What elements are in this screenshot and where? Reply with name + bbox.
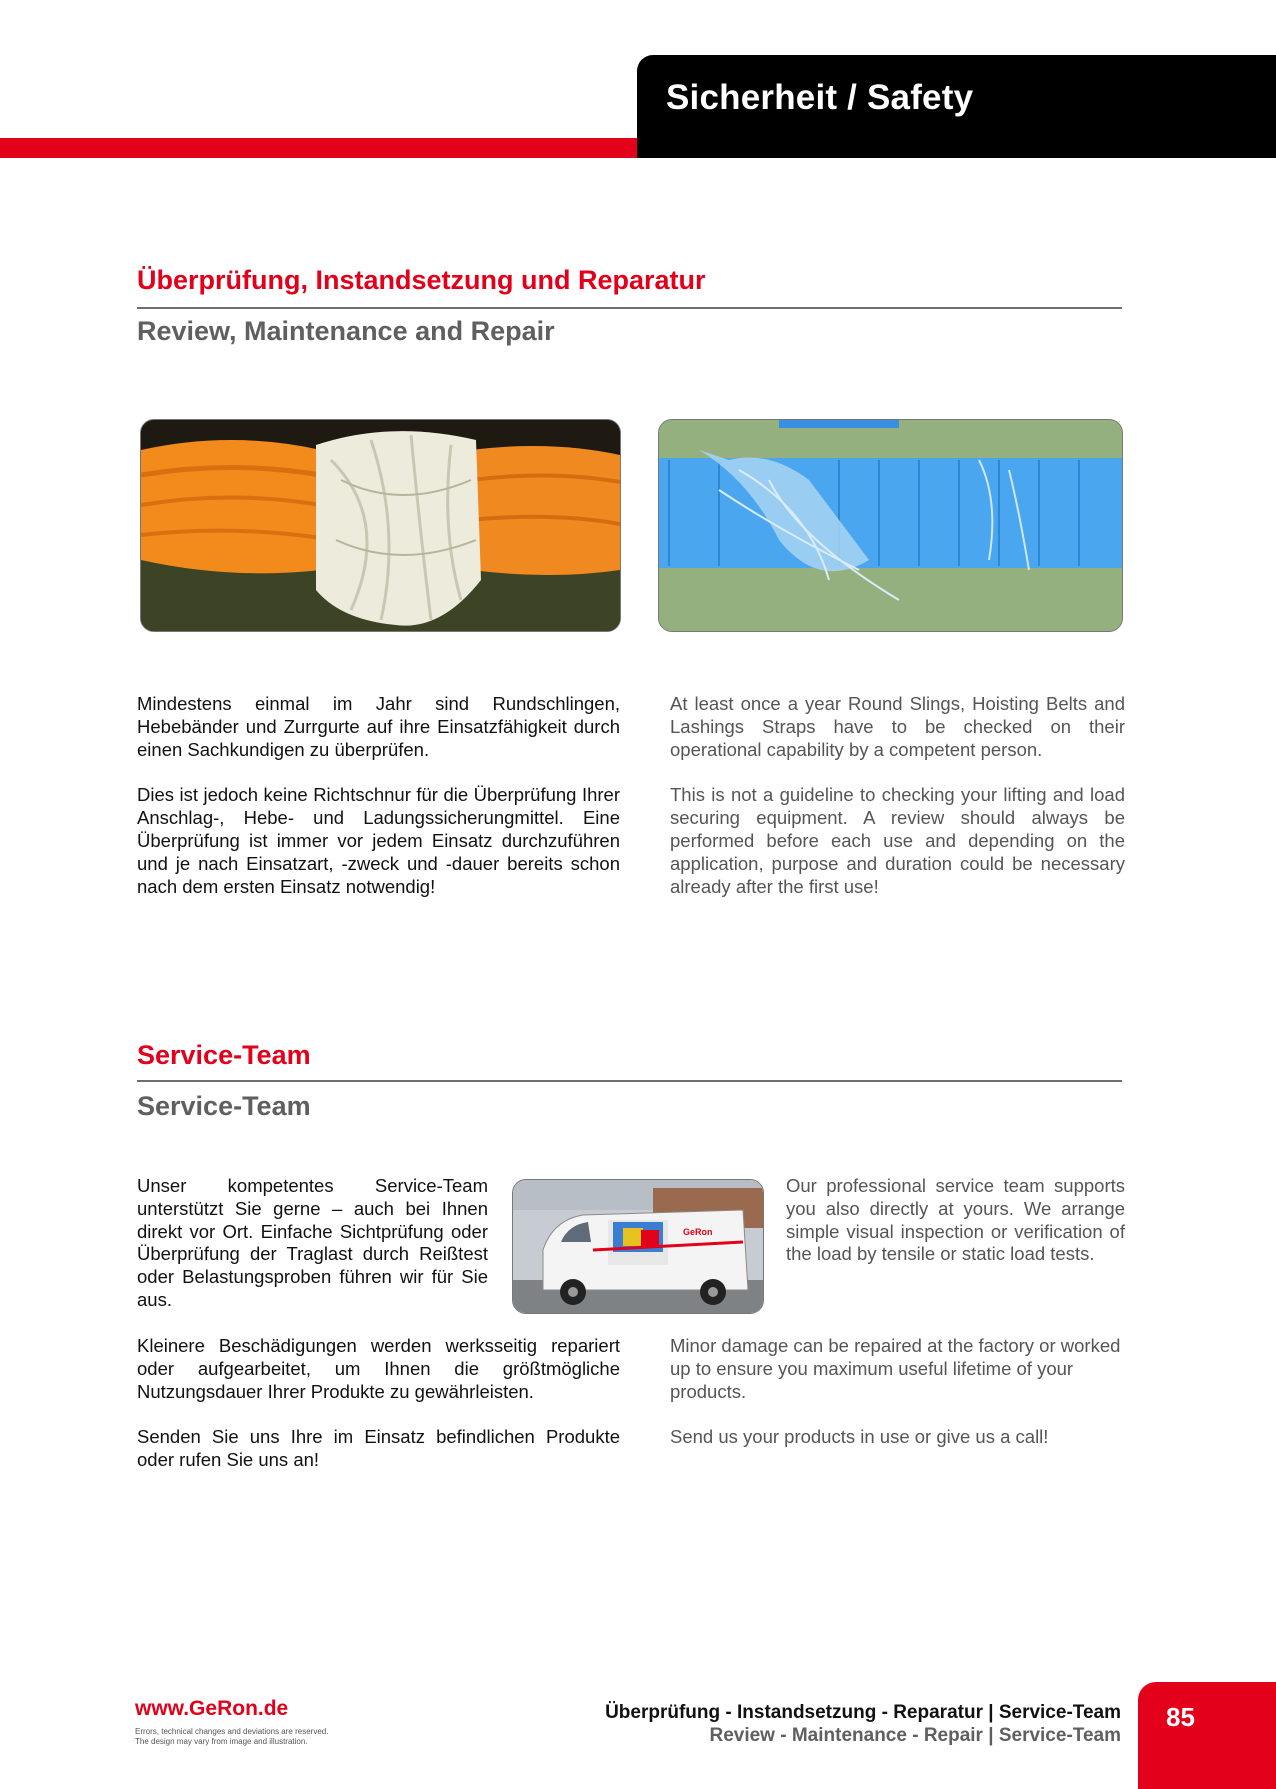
damaged-round-sling-image (141, 420, 620, 631)
section2-text-en (670, 1335, 1125, 1449)
page-title: Sicherheit / Safety (666, 78, 974, 117)
section1-text-en (670, 693, 1125, 898)
section2-en-paragraph-1: Our professional service team supports you also directly at yours. We arrange simple visual inspection or verification of the load by tensile or static load tests. (786, 1175, 1125, 1265)
frayed-lashing-strap-image (659, 420, 1122, 631)
footer-website-link[interactable]: www.GeRon.de (135, 1697, 289, 1720)
section2-heading-en: Service-Team (137, 1091, 311, 1121)
section2-de-paragraph-2: Kleinere Beschädigungen werden werksseitig repariert oder aufgearbeitet, um Ihnen die größtmögliche Nutzungsdauer Ihrer Produkte zu gewährleisten. (137, 1335, 620, 1402)
section2-heading-de: Service-Team (137, 1040, 311, 1070)
section1-divider (137, 307, 1122, 309)
section2-text-de (137, 1335, 620, 1472)
footer-disclaimer-1: Errors, technical changes and deviations are reserved. (135, 1727, 329, 1736)
section2-divider (137, 1080, 1122, 1082)
section1-heading-en: Review, Maintenance and Repair (137, 316, 555, 346)
section1-en-paragraph-1: At least once a year Round Slings, Hoisting Belts and Lashings Straps have to be checked on their operational capability by a competent person. (670, 693, 1125, 760)
footer-section-line-en: Review - Maintenance - Repair | Service-Team (709, 1725, 1121, 1746)
section2-en-paragraph-3: Send us your products in use or give us a call! (670, 1426, 1049, 1448)
service-van-image (513, 1180, 763, 1313)
section2-de-paragraph-1: Unser kompetentes Service-Team unterstützt Sie gerne – auch bei Ihnen direkt vor Ort. Einfache Sichtprüfung oder Überprüfung der Traglast durch Reißtest oder Belastungsproben führen wir für Sie aus. (137, 1175, 488, 1310)
section1-de-paragraph-2: Dies ist jedoch keine Richtschnur für die Überprüfung Ihrer Anschlag-, Hebe- und Ladungssicherungmittel. Eine Überprüfung ist immer vor jedem Einsatz durchzuführen und je nach Einsatzart, -zweck und -dauer bereits schon nach dem ersten Einsatz notwendig! (137, 784, 620, 897)
photo-service-van (512, 1179, 764, 1314)
photo-frayed-lashing-strap (658, 419, 1123, 632)
section1-en-paragraph-2: This is not a guideline to checking your lifting and load securing equipment. A review should always be performed before each use and depending on the application, purpose and duration could be necessary already after the first use! (670, 784, 1125, 897)
section2-de-paragraph-3: Senden Sie uns Ihre im Einsatz befindlichen Produkte oder rufen Sie uns an! (137, 1426, 620, 1471)
section1-text-de (137, 693, 620, 898)
page-number: 85 (1166, 1702, 1195, 1732)
page-number-box (1138, 1682, 1276, 1789)
footer-section-line-de: Überprüfung - Instandsetzung - Reparatur | Service-Team (605, 1702, 1121, 1723)
section1-heading-de: Überprüfung, Instandsetzung und Reparatur (137, 265, 706, 295)
svg-text:GeRon: GeRon (683, 1227, 713, 1237)
footer-disclaimer-2: The design may vary from image and illustration. (135, 1737, 308, 1746)
photo-damaged-round-sling (140, 419, 621, 632)
section1-de-paragraph-1: Mindestens einmal im Jahr sind Rundschlingen, Hebebänder und Zurrgurte auf ihre Einsatzfähigkeit durch einen Sachkundigen zu überprüfen. (137, 693, 620, 760)
section2-en-paragraph-2: Minor damage can be repaired at the factory or worked up to ensure you maximum useful lifetime of your products. (670, 1335, 1121, 1402)
